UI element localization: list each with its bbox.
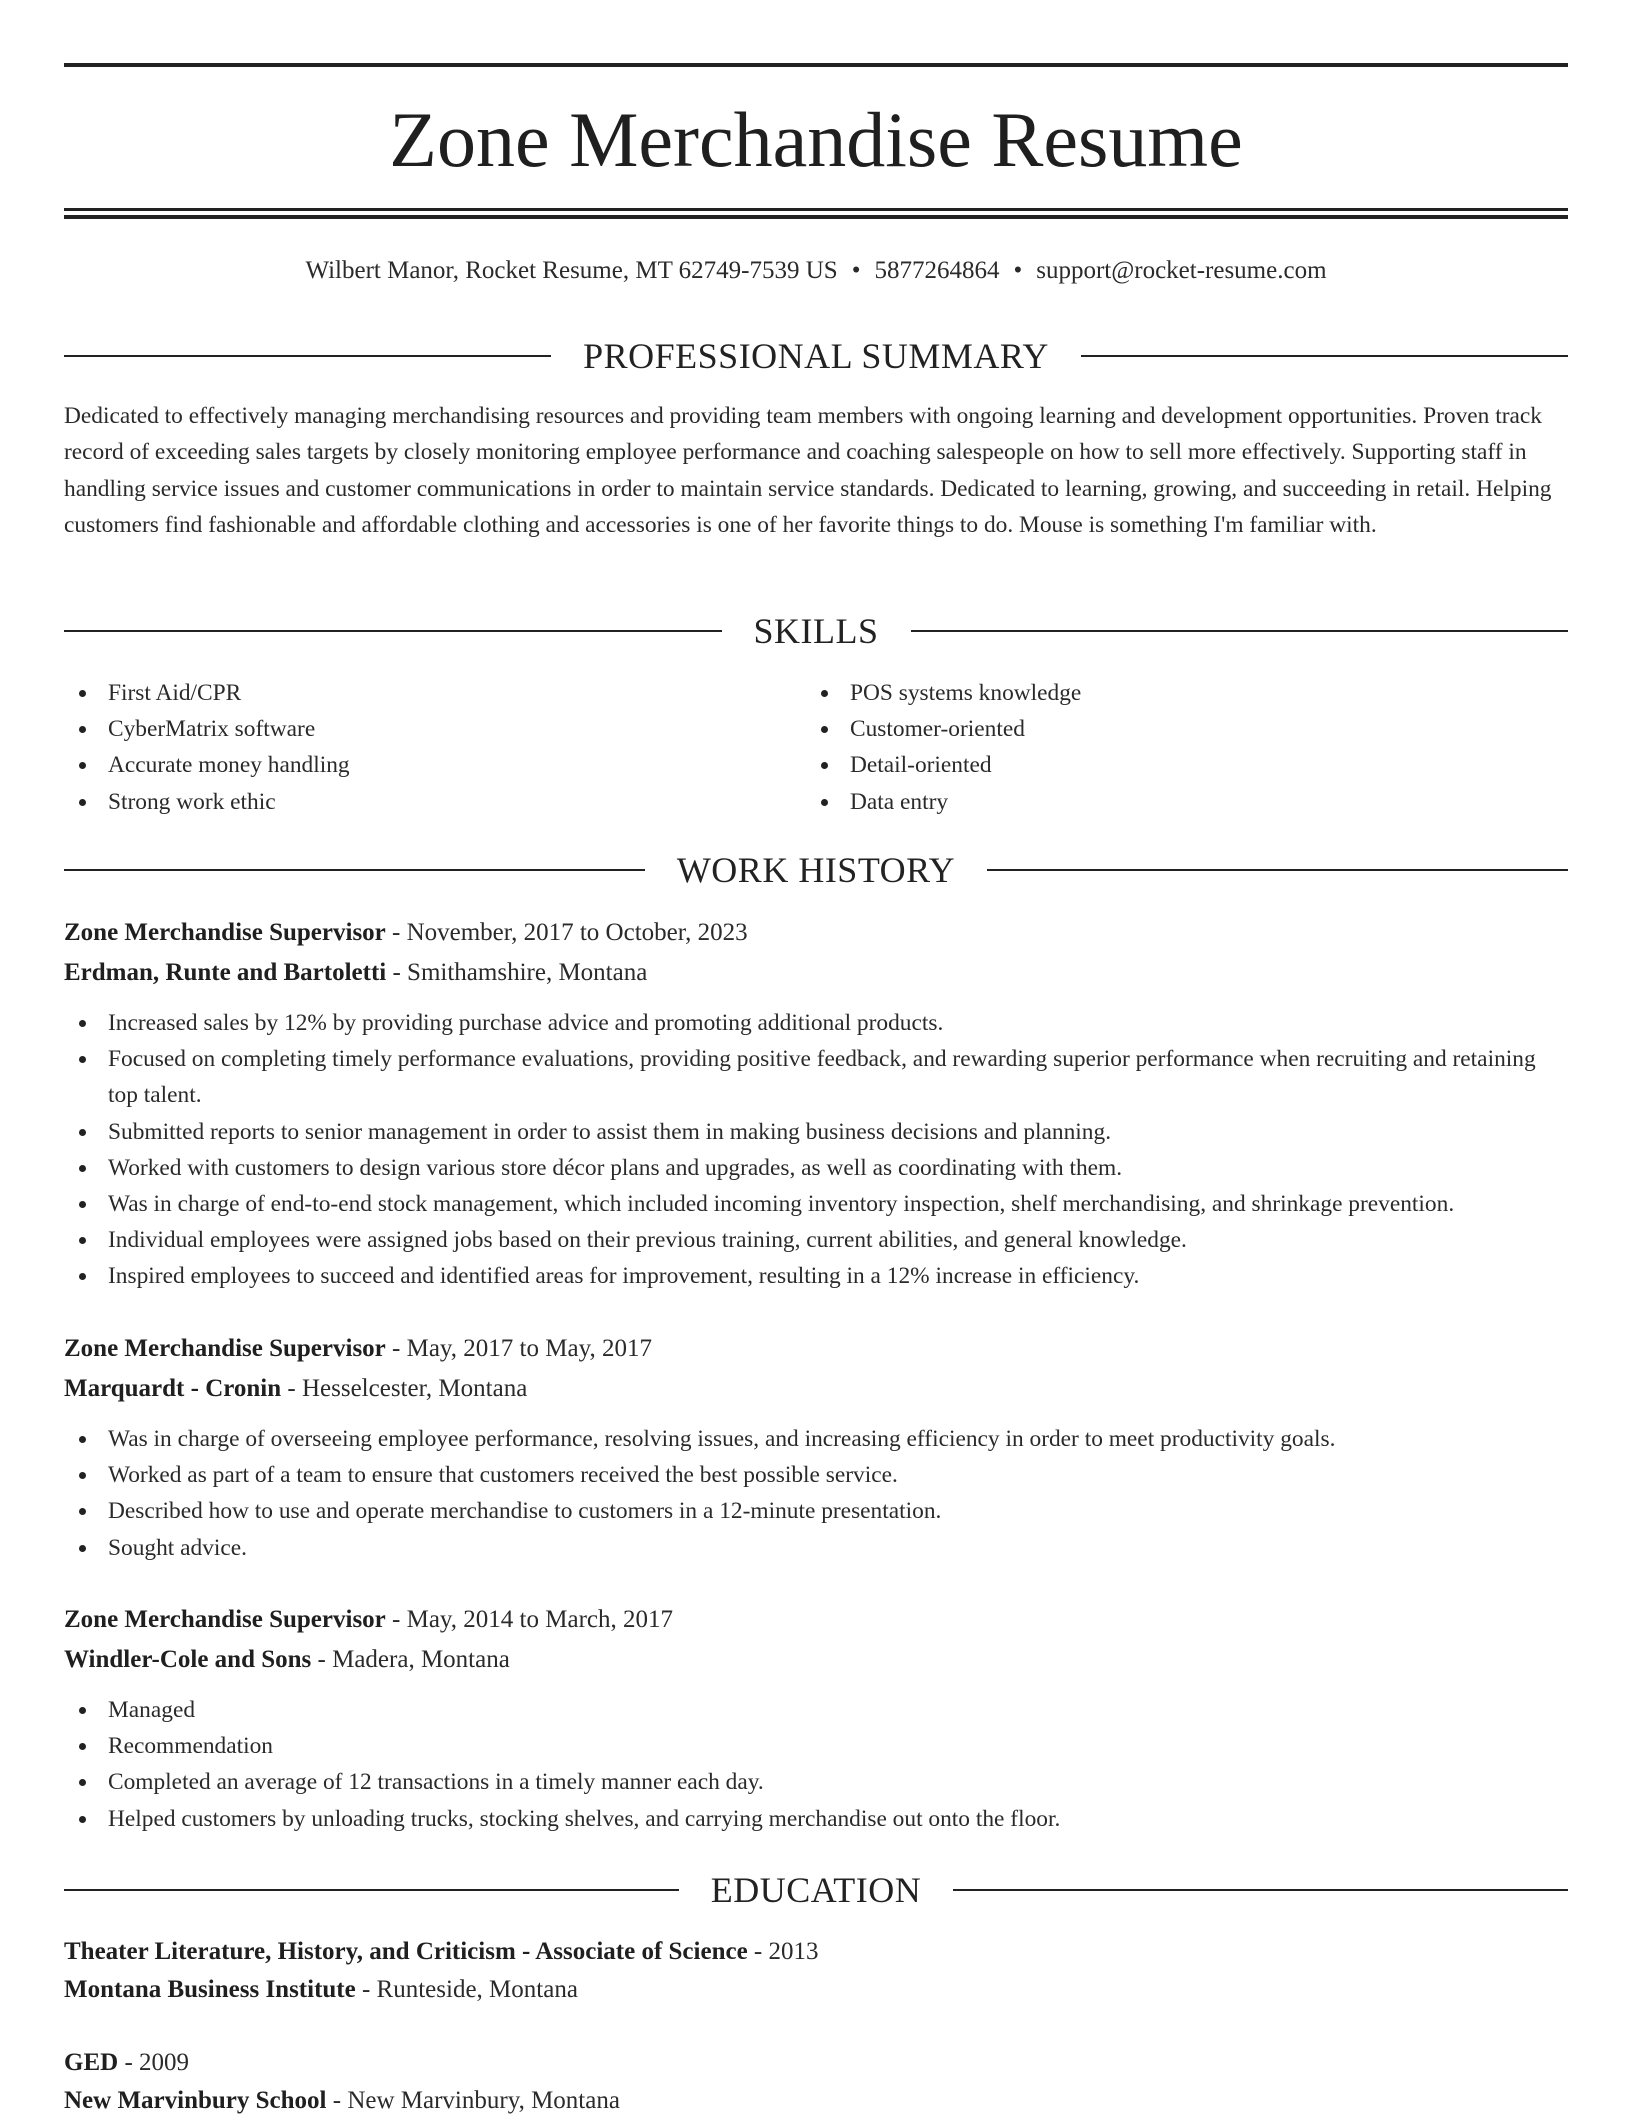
contact-separator: •	[1013, 257, 1023, 284]
duty-item: Submitted reports to senior management in order to assist them in making business decisions and planning.	[64, 1114, 1568, 1150]
education-school-line	[64, 2082, 1568, 2120]
contact-line	[64, 254, 1568, 288]
skills-heading: SKILLS	[753, 611, 879, 651]
duty-item: Sought advice.	[64, 1530, 1568, 1566]
summary-heading: PROFESSIONAL SUMMARY	[583, 336, 1049, 376]
education-degree: GED	[64, 2049, 119, 2076]
education-entry	[64, 2044, 1568, 2120]
education-section-header	[64, 1868, 1568, 1912]
job-title-line	[64, 913, 1568, 953]
job-company-line	[64, 1369, 1568, 1409]
job-company: Marquardt - Cronin	[64, 1375, 282, 1402]
job-duties	[64, 1005, 1568, 1295]
section-rule	[911, 630, 1569, 632]
job-company: Erdman, Runte and Bartoletti	[64, 959, 387, 986]
job-entry	[64, 1329, 1568, 1566]
title-rule-lower	[64, 215, 1568, 219]
duty-item: Increased sales by 12% by providing purchase advice and promoting additional products.	[64, 1005, 1568, 1041]
job-title-line	[64, 1600, 1568, 1640]
education-degree-line	[64, 2044, 1568, 2082]
resume-title: Zone Merchandise Resume	[389, 96, 1243, 183]
skill-item: CyberMatrix software	[64, 711, 804, 747]
duty-item: Focused on completing timely performance evaluations, providing positive feedback, and rewarding superior performance when recruiting and retaining top talent.	[64, 1041, 1568, 1113]
job-duties	[64, 1421, 1568, 1566]
education-year: - 2009	[118, 2049, 190, 2076]
job-location: - Hesselcester, Montana	[281, 1375, 528, 1402]
section-rule	[1081, 355, 1568, 357]
summary-text: Dedicated to effectively managing merchandising resources and providing team members with ongoing learning and development opportunities. Proven track record of exceeding sales targets by closely monitoring employee performance and coaching salespeople on how to sell more effectively. Supporting staff in handling service issues and customer communications in order to maintain service standards. Dedicated to learning, growing, and succeeding in retail. Helping customers find fashionable and affordable clothing and accessories is one of her favorite things to do. Mouse is something I'm familiar with.	[64, 403, 1552, 538]
duty-item: Completed an average of 12 transactions in a timely manner each day.	[64, 1764, 1568, 1800]
contact-phone: 5877264864	[874, 257, 1000, 284]
education-location: - Runteside, Montana	[355, 1976, 578, 2003]
section-rule	[987, 869, 1568, 871]
skill-item: Data entry	[806, 784, 1546, 820]
skill-item: POS systems knowledge	[806, 675, 1546, 711]
job-entry	[64, 1600, 1568, 1837]
section-rule	[64, 355, 551, 357]
section-rule	[953, 1889, 1568, 1891]
education-heading: EDUCATION	[710, 1870, 922, 1910]
duty-item: Was in charge of end-to-end stock management, which included incoming inventory inspection, shelf merchandising, and shrinkage prevention.	[64, 1186, 1568, 1222]
job-duties	[64, 1692, 1568, 1837]
education-entry	[64, 1933, 1568, 2009]
skill-item: Detail-oriented	[806, 747, 1546, 783]
duty-item: Inspired employees to succeed and identified areas for improvement, resulting in a 12% increase in efficiency.	[64, 1258, 1568, 1294]
job-title-line	[64, 1329, 1568, 1369]
job-company: Windler-Cole and Sons	[64, 1646, 312, 1673]
education-degree: Theater Literature, History, and Criticism - Associate of Science	[64, 1938, 748, 1965]
skills-section-header	[64, 609, 1568, 653]
skills-list-left	[64, 675, 804, 820]
job-title: Zone Merchandise Supervisor	[64, 919, 386, 946]
job-company-line	[64, 953, 1568, 993]
skills-list-right	[806, 675, 1546, 820]
section-rule	[64, 630, 722, 632]
title-rule-upper	[64, 208, 1568, 211]
education-school-line	[64, 1971, 1568, 2009]
job-location: - Smithamshire, Montana	[386, 959, 648, 986]
work-heading: WORK HISTORY	[676, 850, 956, 890]
duty-item: Was in charge of overseeing employee performance, resolving issues, and increasing efficiency in order to meet productivity goals.	[64, 1421, 1568, 1457]
education-school: New Marvinbury School	[64, 2087, 327, 2114]
contact-address: Wilbert Manor, Rocket Resume, MT 62749-7539 US	[305, 257, 838, 284]
job-location: - Madera, Montana	[311, 1646, 510, 1673]
job-company-line	[64, 1640, 1568, 1680]
duty-item: Helped customers by unloading trucks, stocking shelves, and carrying merchandise out onto the floor.	[64, 1801, 1568, 1837]
skill-item: Accurate money handling	[64, 747, 804, 783]
duty-item: Described how to use and operate merchandise to customers in a 12-minute presentation.	[64, 1493, 1568, 1529]
job-title: Zone Merchandise Supervisor	[64, 1335, 386, 1362]
section-rule	[64, 869, 645, 871]
duty-item: Recommendation	[64, 1728, 1568, 1764]
duty-item: Worked with customers to design various store décor plans and upgrades, as well as coordinating with them.	[64, 1150, 1568, 1186]
skill-item: Customer-oriented	[806, 711, 1546, 747]
duty-item: Individual employees were assigned jobs based on their previous training, current abilities, and general knowledge.	[64, 1222, 1568, 1258]
job-title: Zone Merchandise Supervisor	[64, 1606, 386, 1633]
education-degree-line	[64, 1933, 1568, 1971]
education-location: - New Marvinbury, Montana	[326, 2087, 620, 2114]
job-entry	[64, 913, 1568, 1295]
duty-item: Managed	[64, 1692, 1568, 1728]
job-dates: - May, 2017 to May, 2017	[385, 1335, 652, 1362]
contact-email: support@rocket-resume.com	[1036, 257, 1327, 284]
education-year: - 2013	[747, 1938, 819, 1965]
top-rule	[64, 63, 1568, 67]
skill-item: Strong work ethic	[64, 784, 804, 820]
job-dates: - November, 2017 to October, 2023	[385, 919, 748, 946]
work-section-header	[64, 848, 1568, 892]
summary-section-header	[64, 334, 1568, 378]
skill-item: First Aid/CPR	[64, 675, 804, 711]
section-rule	[64, 1889, 679, 1891]
education-school: Montana Business Institute	[64, 1976, 356, 2003]
job-dates: - May, 2014 to March, 2017	[385, 1606, 673, 1633]
duty-item: Worked as part of a team to ensure that customers received the best possible service.	[64, 1457, 1568, 1493]
contact-separator: •	[851, 257, 861, 284]
